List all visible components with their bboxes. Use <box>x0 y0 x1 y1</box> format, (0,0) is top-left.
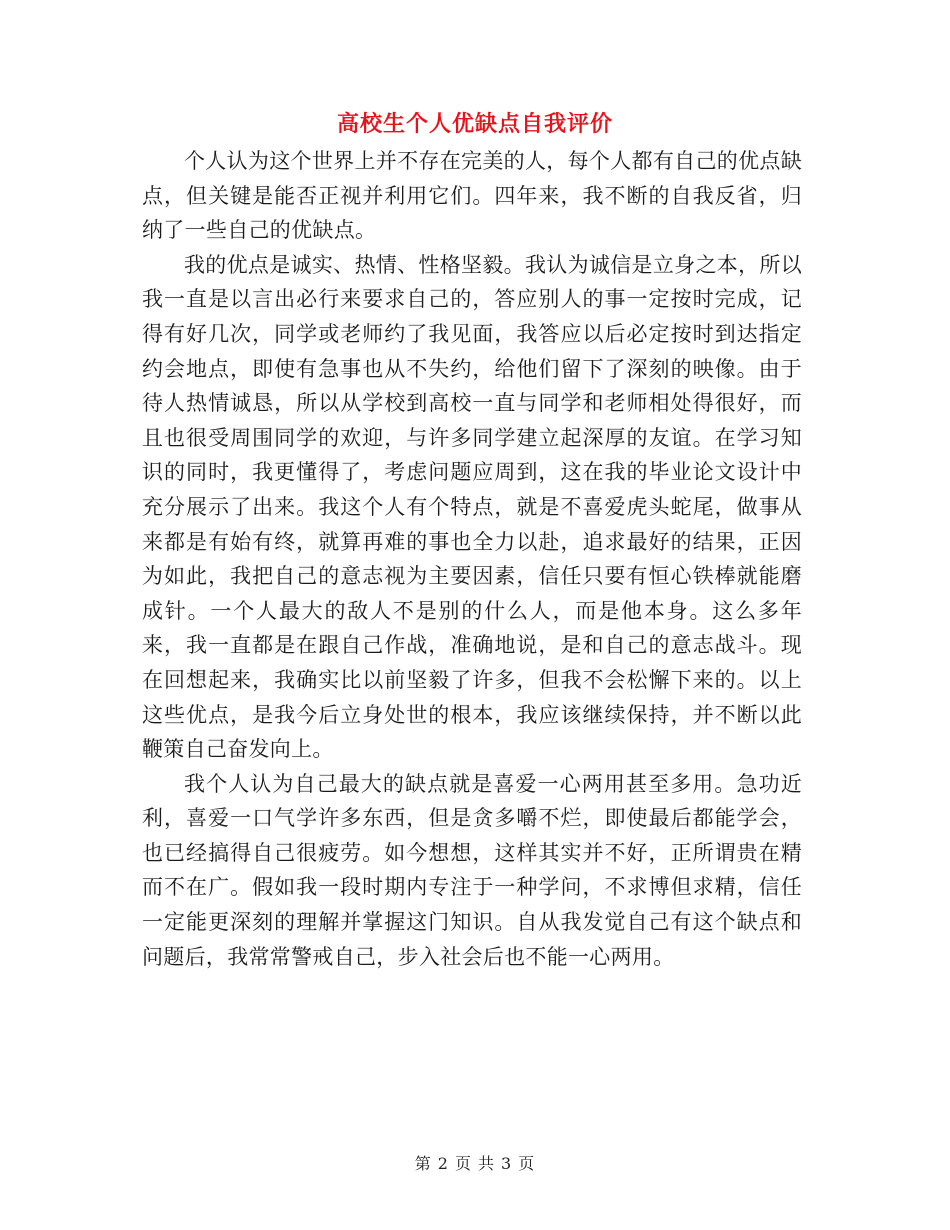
paragraph-intro: 个人认为这个世界上并不存在完美的人，每个人都有自己的优点缺点，但关键是能否正视并利用它们。四年来，我不断的自我反省，归纳了一些自己的优缺点。 <box>142 149 802 243</box>
document-title: 高校生个人优缺点自我评价 <box>336 112 613 137</box>
paragraph-strengths: 我的优点是诚实、热情、性格坚毅。我认为诚信是立身之本，所以我一直是以言出必行来要求自己的，答应别人的事一定按时完成，记得有好几次，同学或老师约了我见面，我答应以后必定按时到达指定约会地点，即使有急事也从不失约，给他们留下了深刻的映像。由于待人热情诚恳，所以从学校到高校一直与同学和老师相处得很好，而且也很受周围同学的欢迎，与许多同学建立起深厚的友谊。在学习知识的同时，我更懂得了，考虑问题应周到，这在我的毕业论文设计中充分展示了出来。我这个人有个特点，就是不喜爱虎头蛇尾，做事从来都是有始有终，就算再难的事也全力以赴，追求最好的结果，正因为如此，我把自己的意志视为主要因素，信任只要有恒心铁棒就能磨成针。一个人最大的敌人不是别的什么人，而是他本身。这么多年来，我一直都是在跟自己作战，准确地说，是和自己的意志战斗。现在回想起来，我确实比以前坚毅了许多，但我不会松懈下来的。以上这些优点，是我今后立身处世的根本，我应该继续保持，并不断以此鞭策自己奋发向上。 <box>142 252 802 762</box>
page-footer <box>0 1153 950 1175</box>
footer-middle: 页 共 <box>454 1154 496 1173</box>
footer-current-page: 2 <box>437 1154 449 1173</box>
footer-suffix: 页 <box>518 1154 536 1173</box>
paragraph-weaknesses: 我个人认为自己最大的缺点就是喜爱一心两用甚至多用。急功近利，喜爱一口气学许多东西，但是贪多嚼不烂，即使最后都能学会，也已经搞得自己很疲劳。如今想想，这样其实并不好，正所谓贵在精而不在广。假如我一段时期内专注于一种学问，不求博但求精，信任一定能更深刻的理解并掌握这门知识。自从我发觉自己有这个缺点和问题后，我常常警戒自己，步入社会后也不能一心两用。 <box>142 771 802 969</box>
footer-total-pages: 3 <box>501 1154 513 1173</box>
footer-prefix: 第 <box>414 1154 432 1173</box>
document-body <box>142 144 802 974</box>
